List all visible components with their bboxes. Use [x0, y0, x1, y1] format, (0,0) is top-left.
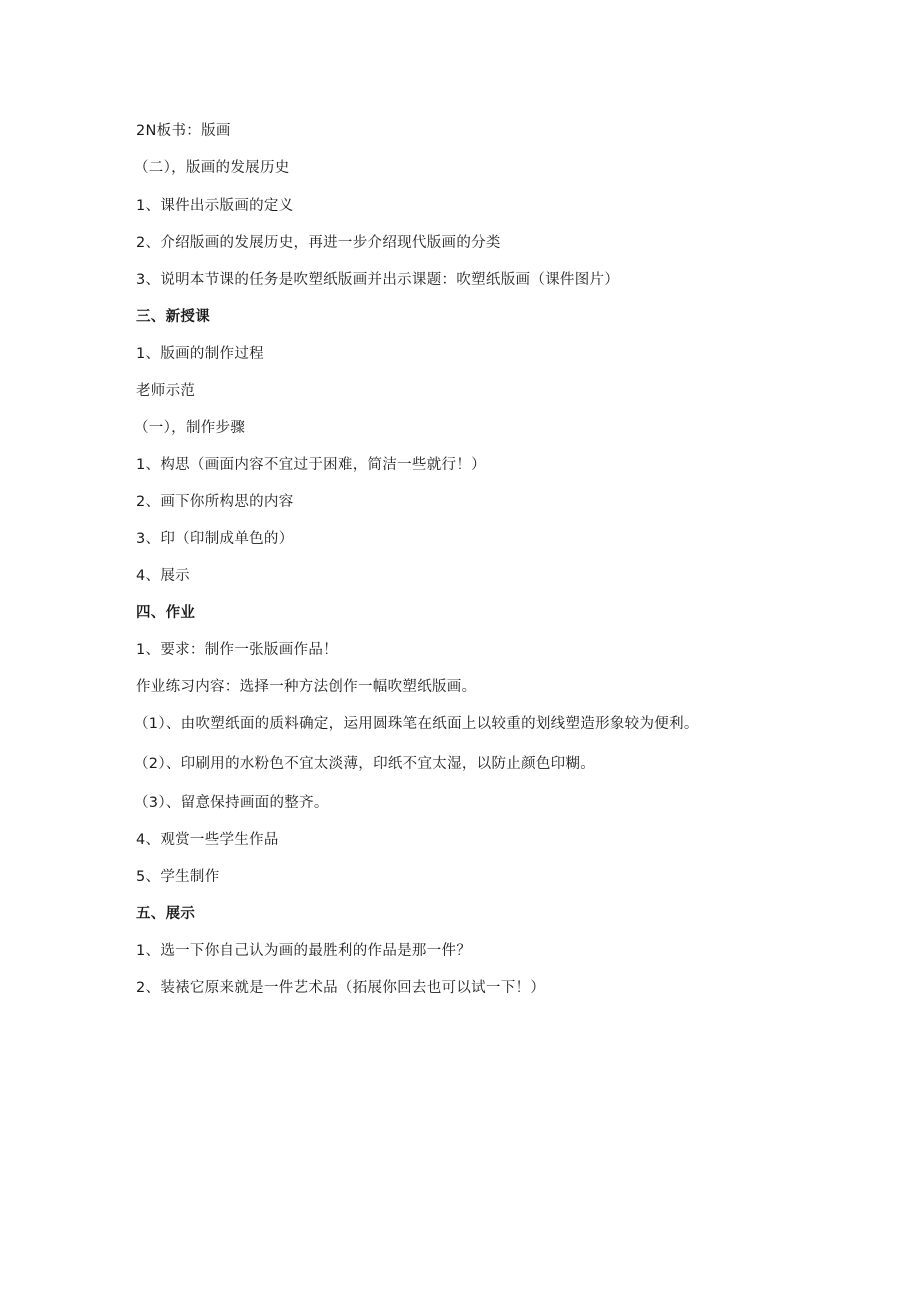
text-line-item: 2、介绍版画的发展历史，再进一步介绍现代版画的分类 — [136, 235, 501, 251]
text-line-section-steps: （一），制作步骤 — [134, 420, 246, 436]
text-line-item: 4、展示 — [136, 568, 190, 584]
text-line-section-history: （二），版画的发展历史 — [134, 160, 290, 176]
text-line-item: 1、选一下你自己认为画的最胜利的作品是那一件？ — [136, 943, 472, 959]
text-line-subitem: （1）、由吹塑纸面的质料确定，运用圆珠笔在纸面上以较重的划线塑造形象较为便利。 — [134, 716, 699, 732]
text-line-item: 4、观赏一些学生作品 — [136, 832, 279, 848]
text-line-subitem: （3）、留意保持画面的整齐。 — [134, 795, 329, 811]
text-line-item: 1、构思（画面内容不宜过于困难，简洁一些就行！） — [136, 457, 486, 473]
text-line-item: 5、学生制作 — [136, 869, 220, 885]
text-line-item: 2、画下你所构思的内容 — [136, 494, 294, 510]
text-line-teacher-demo: 老师示范 — [136, 383, 196, 399]
text-line-item: 3、说明本节课的任务是吹塑纸版画并出示课题：吹塑纸版画（课件图片） — [136, 272, 620, 288]
text-line-item: 1、版画的制作过程 — [136, 346, 264, 362]
text-line-board-title: 2N板书：版画 — [136, 123, 231, 139]
text-line-item: 1、课件出示版画的定义 — [136, 198, 294, 214]
section-heading-homework: 四、作业 — [136, 605, 196, 621]
text-line-homework-content: 作业练习内容：选择一种方法创作一幅吹塑纸版画。 — [136, 679, 477, 695]
text-line-item: 1、要求：制作一张版画作品！ — [136, 642, 338, 658]
text-line-item: 3、印（印制成单色的） — [136, 531, 294, 547]
section-heading-exhibition: 五、展示 — [136, 906, 196, 922]
text-line-item: 2、装裱它原来就是一件艺术品（拓展你回去也可以试一下！） — [136, 980, 546, 996]
section-heading-new-lesson: 三、新授课 — [136, 309, 210, 325]
text-line-subitem: （2）、印刷用的水粉色不宜太淡薄，印纸不宜太湿，以防止颜色印糊。 — [134, 756, 596, 772]
